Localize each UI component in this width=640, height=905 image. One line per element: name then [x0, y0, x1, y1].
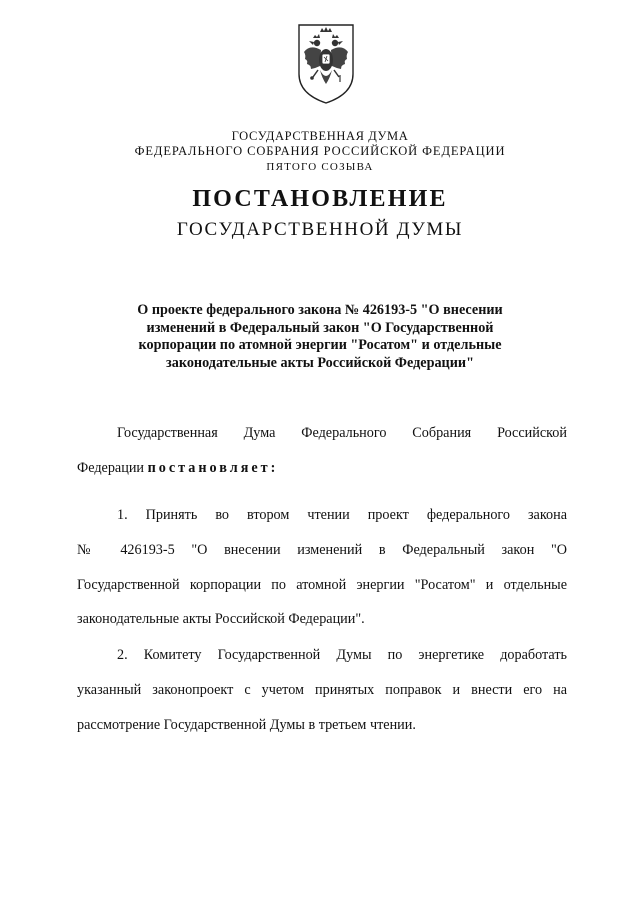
item-line: указанный законопроект с учетом принятых поправок и внести его на [77, 682, 567, 698]
coat-of-arms-icon [296, 22, 356, 106]
item-line: Государственной корпорации по атомной энергии "Росатом" и отдельные [77, 577, 567, 593]
item-line: № 426193-5 "О внесении изменений в Федеральный закон "О [77, 542, 567, 558]
item-line: 1. Принять во втором чтении проект федерального закона [117, 507, 567, 523]
resolves-keyword: постановляет: [147, 460, 279, 476]
preamble-line: Государственная Дума Федерального Собрания Российской [117, 425, 567, 441]
document-type-title: ПОСТАНОВЛЕНИЕ [192, 186, 448, 212]
subject-line: корпорации по атомной энергии "Росатом" и отдельные [138, 337, 502, 353]
org-name-line2: ФЕДЕРАЛЬНОГО СОБРАНИЯ РОССИЙСКОЙ ФЕДЕРАЦИИ [134, 144, 506, 158]
preamble-line [77, 458, 567, 478]
subject-line: О проекте федерального закона № 426193-5 "О внесении [137, 302, 503, 318]
org-name-line1: ГОСУДАРСТВЕННАЯ ДУМА [231, 129, 409, 143]
item-line: 2. Комитету Государственной Думы по энергетике доработать [117, 647, 567, 663]
item-line: рассмотрение Государственной Думы в третьем чтении. [77, 717, 416, 733]
convocation-line: ПЯТОГО СОЗЫВА [266, 161, 374, 173]
document-subject [120, 302, 520, 372]
subject-line: изменений в Федеральный закон "О Государственной [146, 319, 494, 336]
item-line: законодательные акты Российской Федерации". [77, 611, 365, 627]
subject-line: законодательные акты Российской Федерации" [166, 354, 474, 371]
document-issuer-title: ГОСУДАРСТВЕННОЙ ДУМЫ [176, 219, 464, 240]
preamble-text: Федерации [77, 460, 145, 476]
